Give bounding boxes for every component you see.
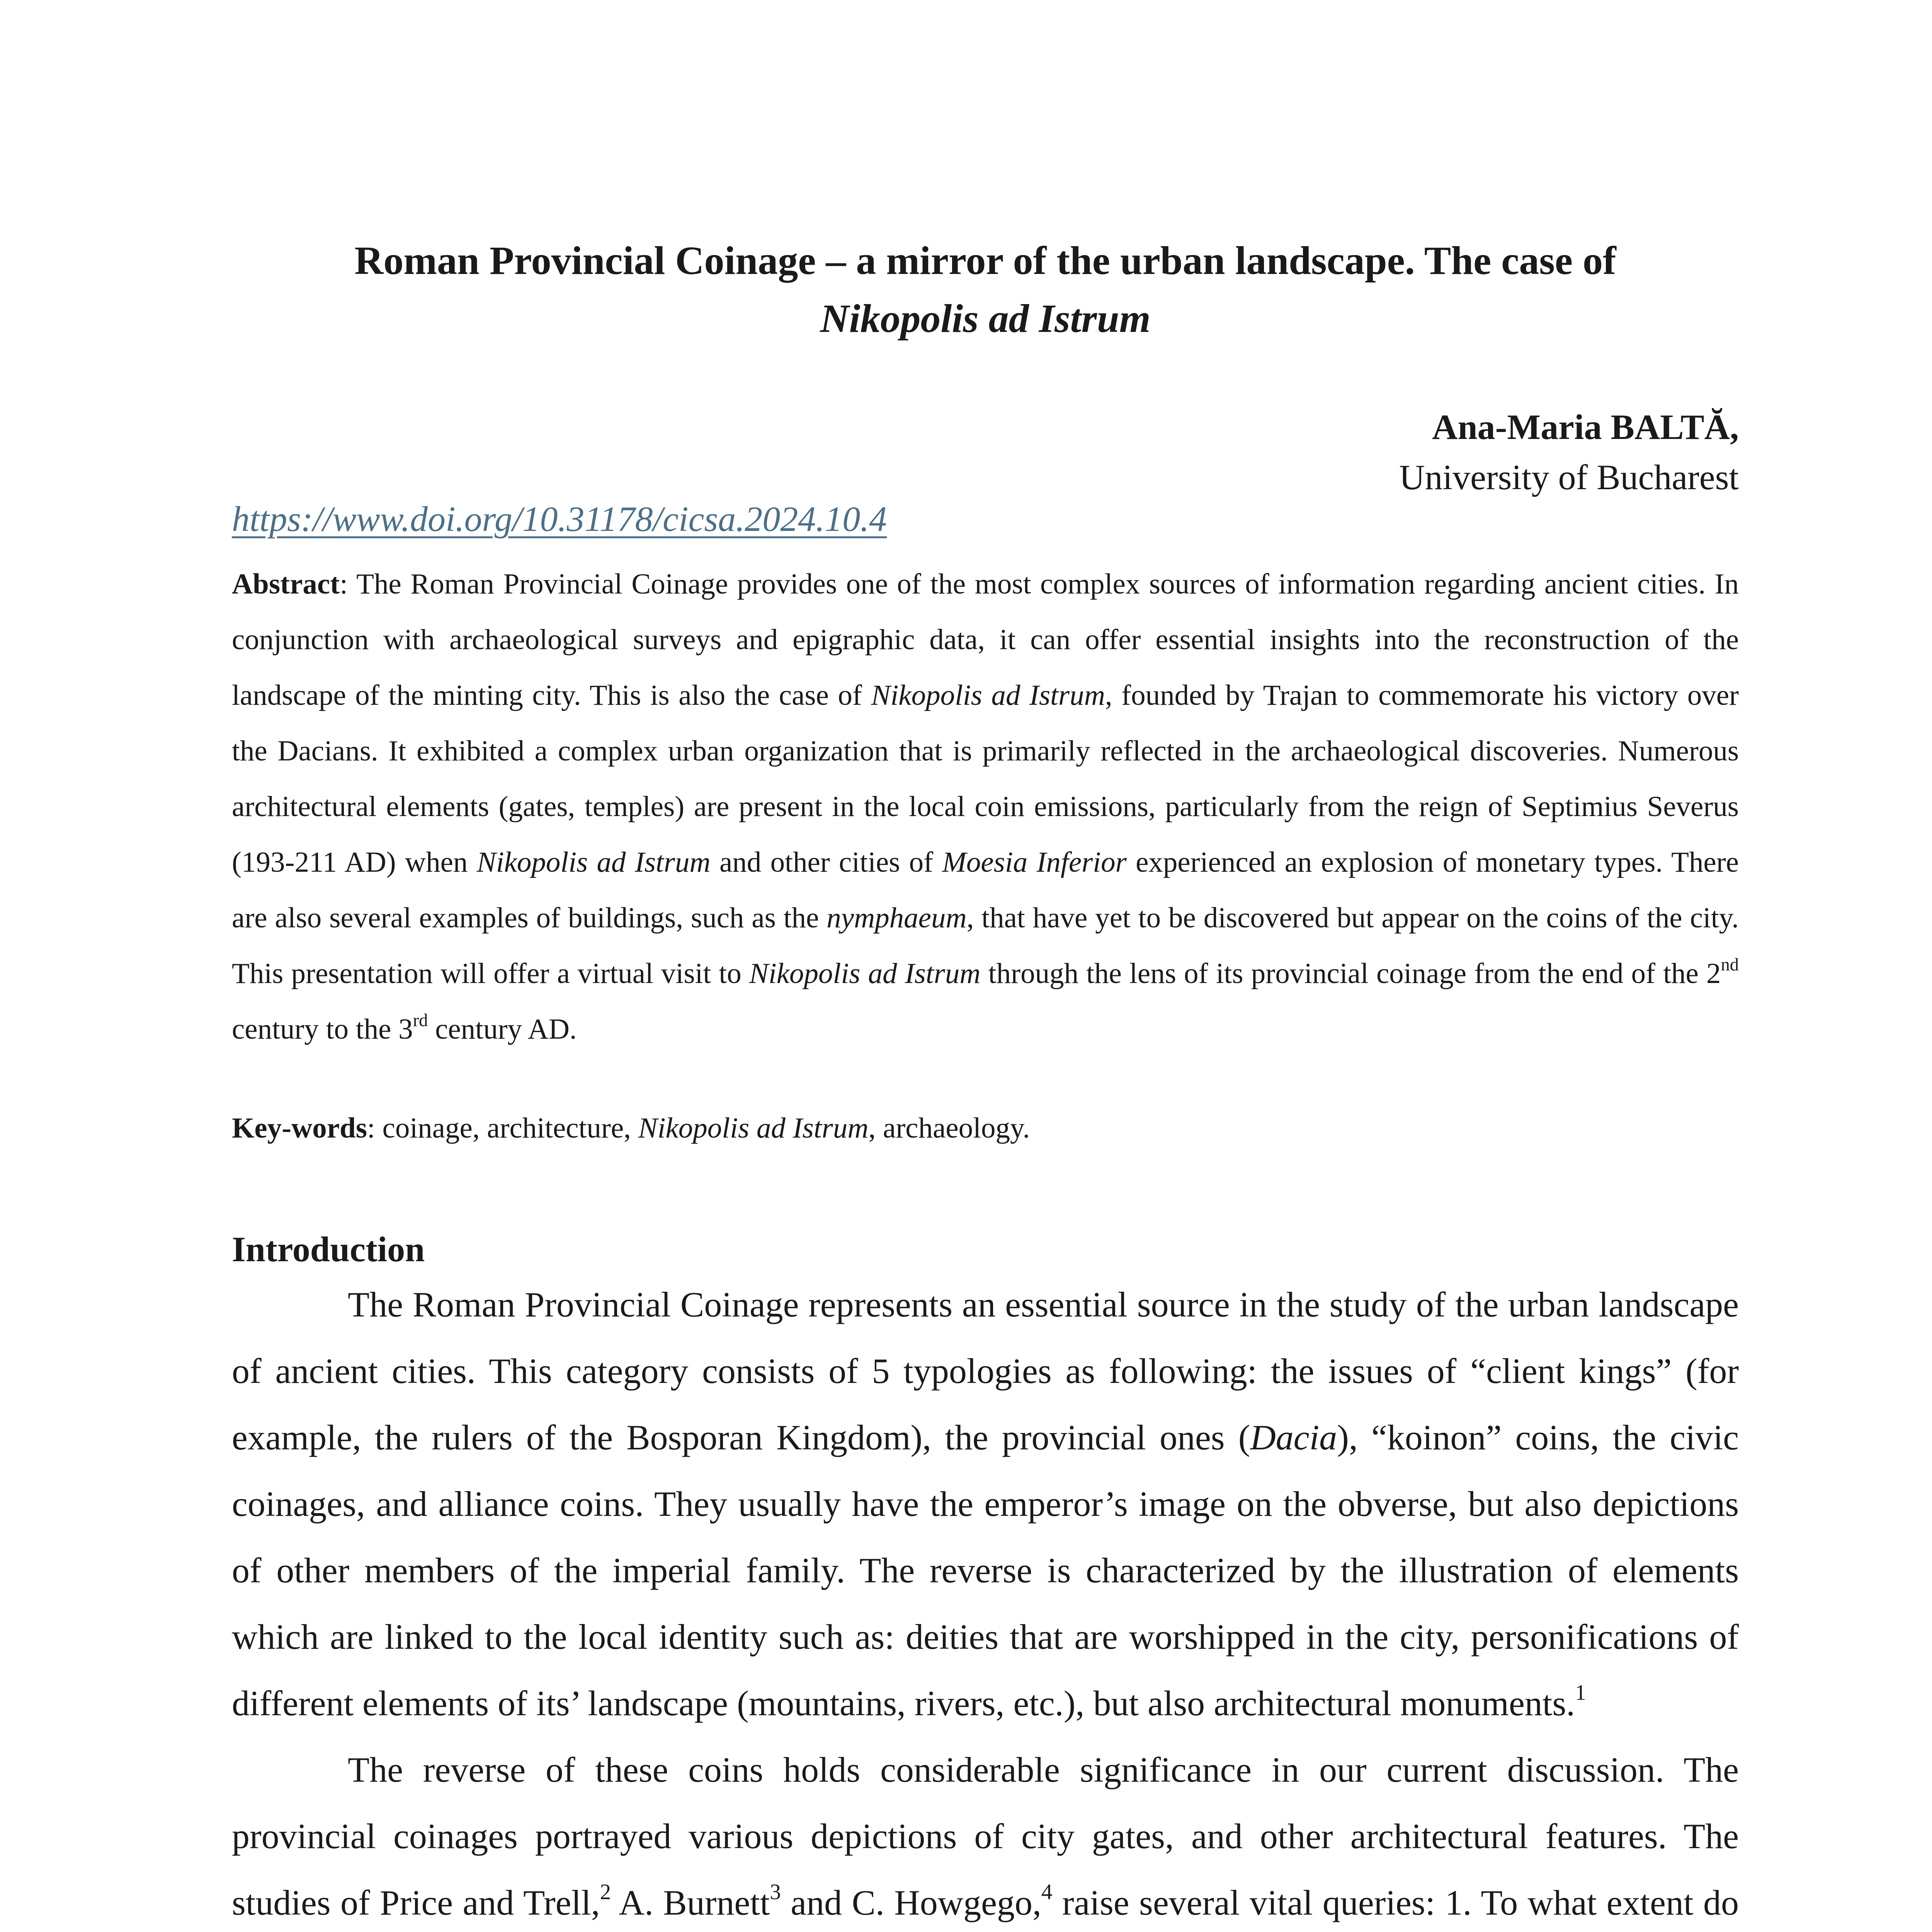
abstract-text: : The Roman Provincial Coinage provides one of the most complex sources of information regarding ancient cities. In conjunction with archaeological surveys and epigraphic data, it can offer essential insights into the reconstruction of the landscape of the minting city. This is also the case of (232, 568, 1739, 711)
body-text: and C. Howgego, (781, 1883, 1042, 1922)
keywords (232, 1109, 1739, 1148)
author-affiliation: University of Bucharest (1399, 457, 1739, 497)
abstract-text: century AD. (428, 1013, 577, 1045)
abstract-label: Abstract (232, 568, 340, 600)
ordinal-superscript: nd (1721, 955, 1739, 975)
abstract-italic: Nikopolis ad Istrum (749, 957, 981, 990)
abstract-italic: nymphaeum (827, 902, 967, 934)
abstract-text: and other cities of (710, 846, 942, 878)
body-italic: Dacia (1250, 1418, 1337, 1457)
body-text: The Roman Provincial Coinage represents an essential source in the study of the urban landscape of ancient cities. This category consists of 5 typologies as following: the issues of “client kings” (for example, the rulers of the Bosporan Kingdom), the provincial ones ( (232, 1285, 1739, 1457)
abstract-text: century to the 3 (232, 1013, 413, 1045)
footnote-ref[interactable]: 2 (600, 1880, 611, 1905)
body-text: raise several vital queries: 1. To what extent do (1062, 1883, 1739, 1922)
footnote-ref[interactable]: 3 (770, 1880, 781, 1905)
footnote-ref[interactable]: 1 (1575, 1680, 1586, 1705)
author-name: Ana-Maria BALTĂ, (1432, 407, 1739, 447)
keywords-text: : coinage, architecture, (367, 1112, 638, 1144)
introduction-body (232, 1271, 1739, 1932)
abstract-text: , founded by Trajan to commemorate his victory over the Dacians. It exhibited a complex urban organization that is primarily reflected in the archaeological discoveries. Numerous architectural elements (gates, temples) are present in the local coin emissions, particularly from the reign of Septimius Severus (193-211 AD) when (232, 679, 1739, 878)
abstract-italic: Nikopolis ad Istrum (476, 846, 711, 878)
abstract-italic: Nikopolis ad Istrum (871, 679, 1105, 711)
author-block (1399, 402, 1739, 502)
body-text: The reverse of these coins holds considerable significance in our current discussion. The provincial coinages portrayed various depictions of city gates, and other architectural features. The studies of Price and Trell, (232, 1750, 1739, 1922)
title-line-2: Nikopolis ad Istrum (820, 296, 1151, 341)
body-paragraph (232, 1736, 1739, 1932)
abstract-text: , that have yet to be discovered but appear on the coins of the city. This presentation will offer a virtual visit to (232, 902, 1739, 990)
paper-title (232, 232, 1739, 348)
abstract (232, 556, 1739, 1057)
footnote-ref[interactable]: 4 (1041, 1880, 1053, 1905)
abstract-italic: Moesia Inferior (942, 846, 1127, 878)
keywords-italic: Nikopolis ad Istrum (638, 1112, 869, 1144)
doi-link[interactable]: https://www.doi.org/10.31178/cicsa.2024.10.4 (232, 499, 887, 539)
ordinal-superscript: rd (413, 1010, 428, 1031)
keywords-label: Key-words (232, 1112, 367, 1144)
keywords-text: , archaeology. (868, 1112, 1030, 1144)
body-paragraph (232, 1271, 1739, 1736)
abstract-text: through the lens of its provincial coinage from the end of the 2 (980, 957, 1721, 990)
title-line-1: Roman Provincial Coinage – a mirror of the urban landscape. The case of (354, 238, 1616, 283)
abstract-text: experienced an explosion of monetary types. There are also several examples of buildings, such as the (232, 846, 1739, 934)
section-heading: Introduction (232, 1230, 425, 1269)
abstract-paragraph (232, 556, 1739, 1057)
body-text: ), “koinon” coins, the civic coinages, and alliance coins. They usually have the emperor’s image on the obverse, but also depictions of other members of the imperial family. The reverse is characterized by the illustration of elements which are linked to the local identity such as: deities that are worshipped in the city, personifications of different elements of its’ landscape (mountains, rivers, etc.), but also architectural monuments. (232, 1418, 1739, 1723)
body-text: A. Burnett (611, 1883, 770, 1922)
